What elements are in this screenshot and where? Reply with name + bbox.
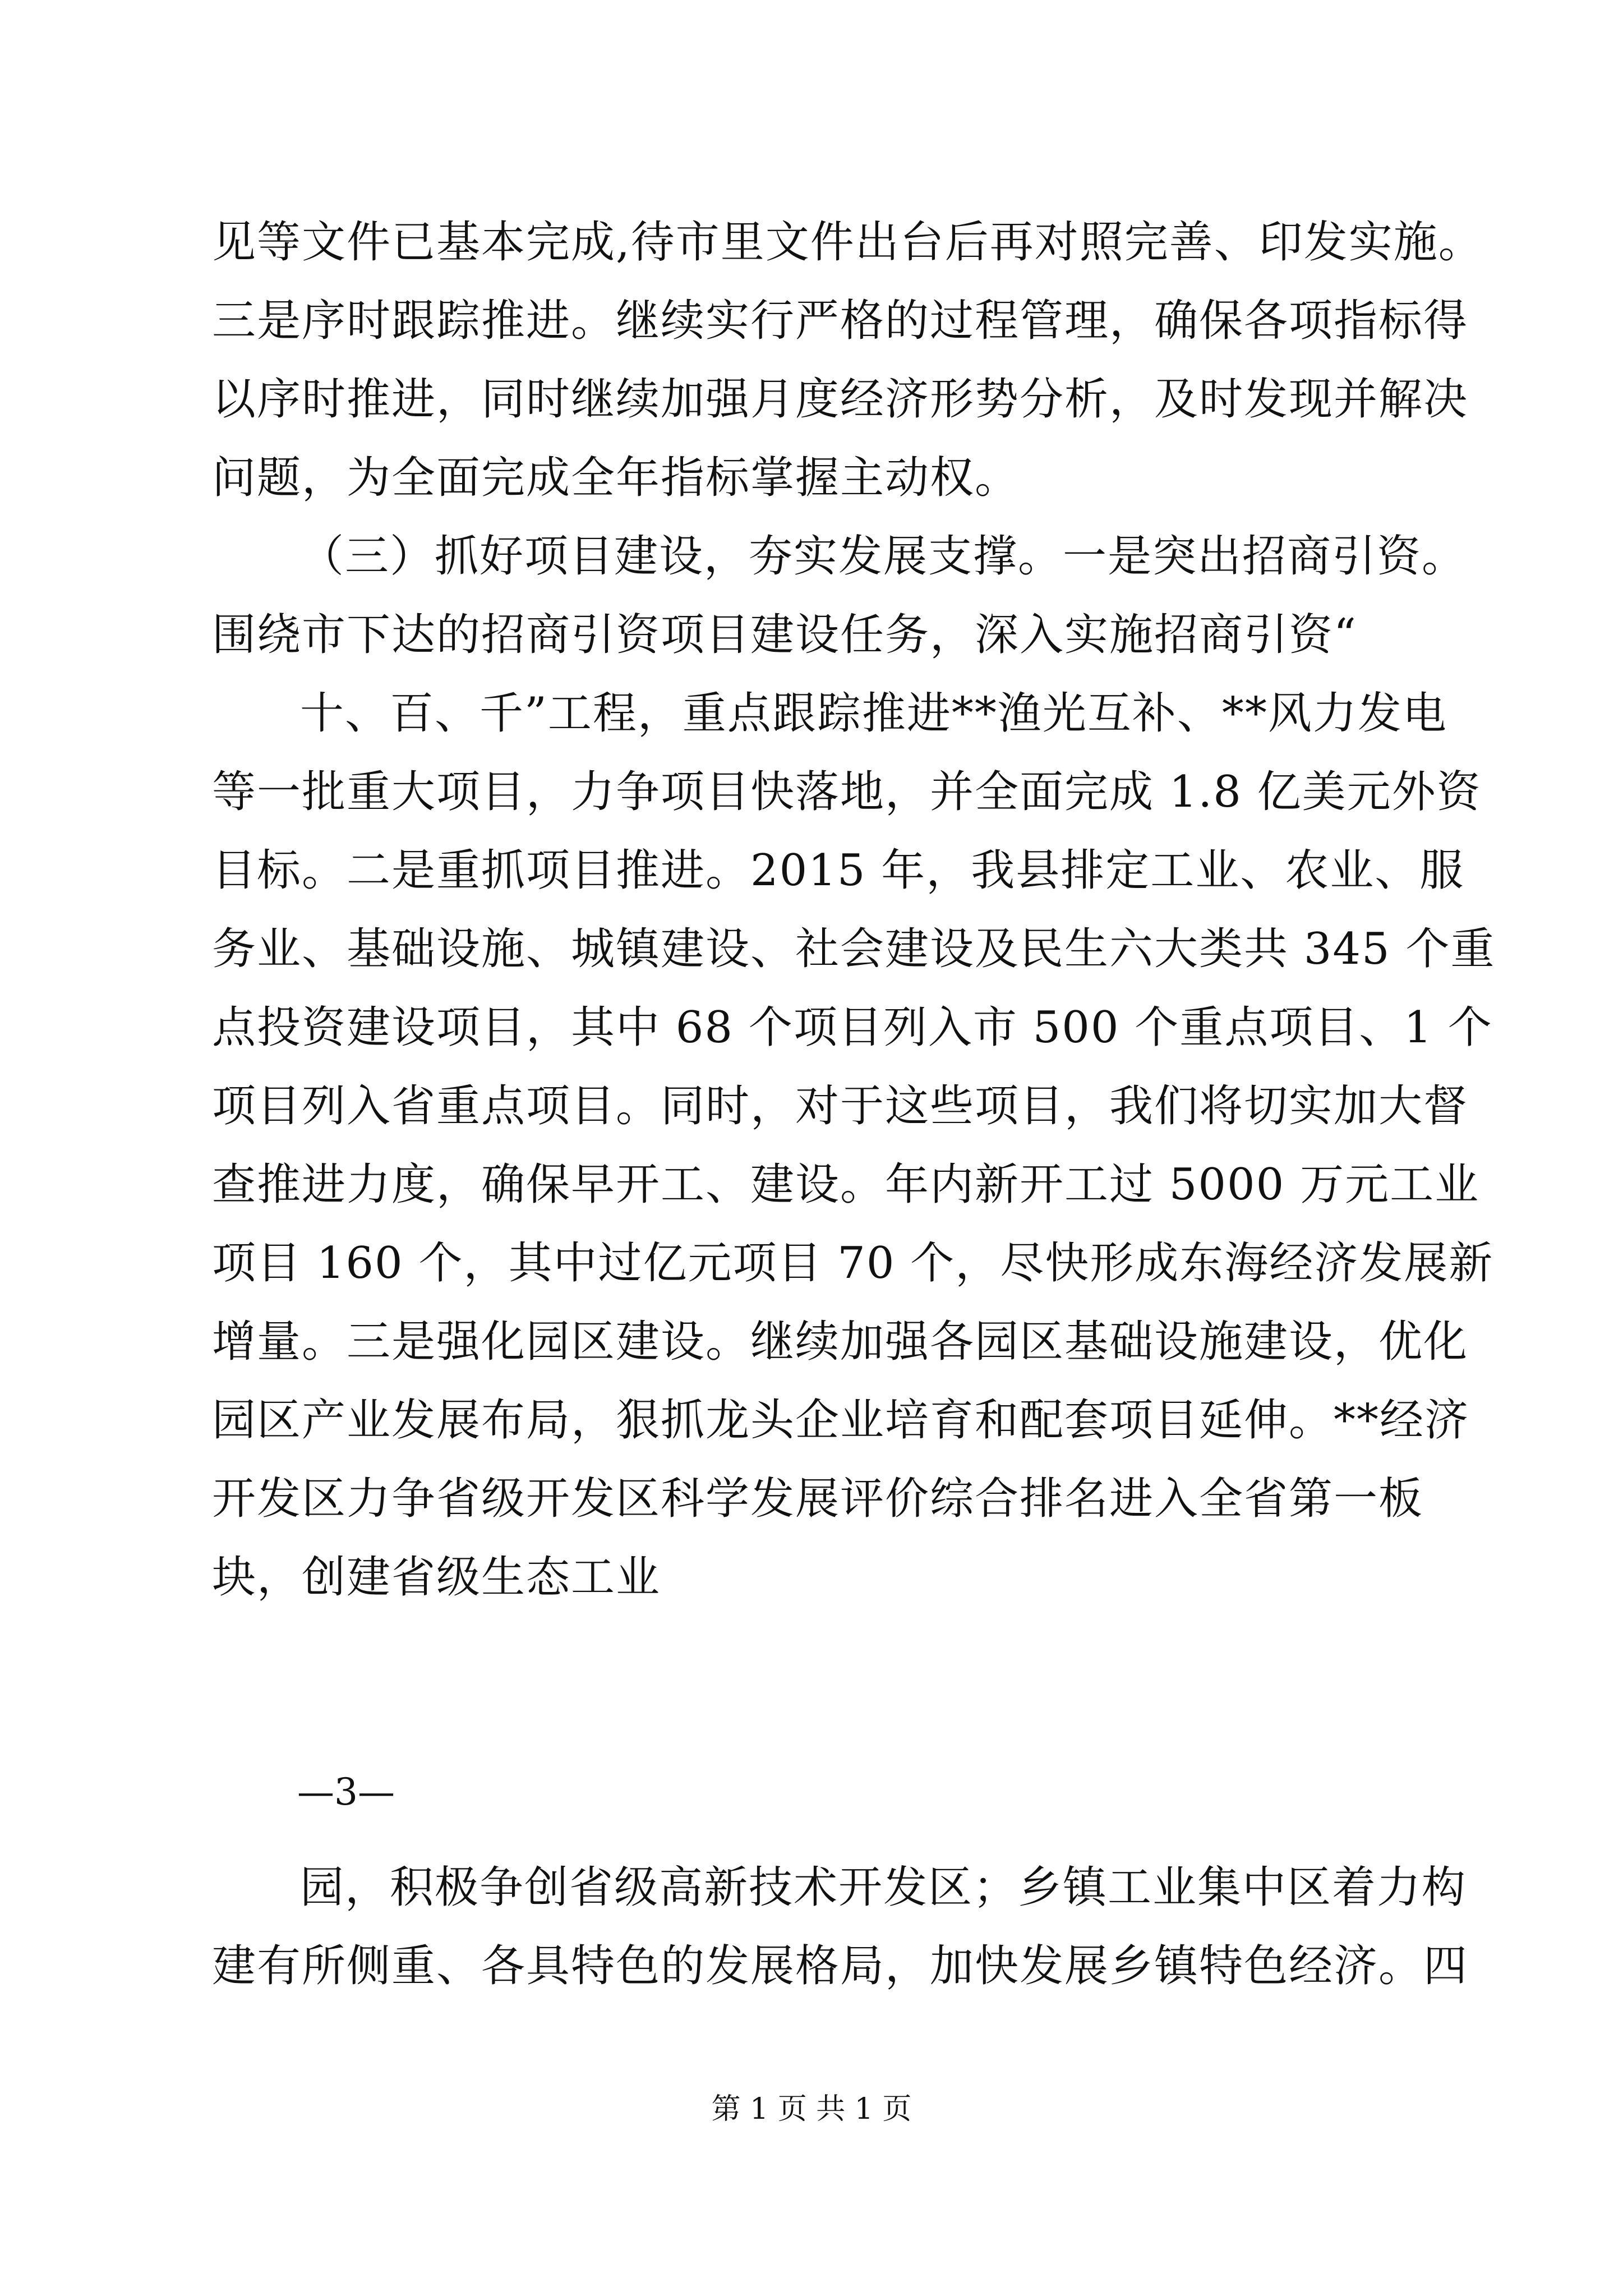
section-heading-line: （三）抓好项目建设，夯实发展支撑。一是突出招商引资。: [300, 531, 1467, 582]
body-line: 问题，为全面完成全年指标掌握主动权。: [212, 453, 1020, 503]
body-line: 见等文件已基本完成,待市里文件出台后再对照完善、印发实施。: [212, 217, 1483, 268]
body-line: 十、百、千”工程，重点跟踪推进**渔光互补、**风力发电: [300, 688, 1447, 739]
body-line: 开发区力争省级开发区科学发展评价综合排名进入全省第一板: [212, 1474, 1424, 1524]
body-line: 务业、基础设施、城镇建设、社会建设及民生六大类共 345 个重: [212, 924, 1496, 974]
body-line: 园，积极争创省级高新技术开发区；乡镇工业集中区着力构: [300, 1862, 1467, 1913]
body-line: 等一批重大项目，力争项目快落地，并全面完成 1.8 亿美元外资: [212, 767, 1482, 817]
page-number-mark: —3—: [297, 1770, 395, 1814]
body-line: 项目列入省重点项目。同时，对于这些项目，我们将切实加大督: [212, 1081, 1469, 1131]
body-line: 查推进力度，确保早开工、建设。年内新开工过 5000 万元工业: [212, 1159, 1480, 1210]
body-line: 项目 160 个，其中过亿元项目 70 个，尽快形成东海经济发展新: [212, 1238, 1494, 1289]
body-line: 以序时推进，同时继续加强月度经济形势分析，及时发现并解决: [212, 374, 1469, 425]
body-line: 点投资建设项目，其中 68 个项目列入市 500 个重点项目、1 个: [212, 1002, 1493, 1053]
body-line: 三是序时跟踪推进。继续实行严格的过程管理，确保各项指标得: [212, 296, 1469, 346]
body-line: 围绕市下达的招商引资项目建设任务，深入实施招商引资“: [212, 610, 1357, 660]
body-line: 增量。三是强化园区建设。继续加强各园区基础设施建设，优化: [212, 1317, 1469, 1367]
body-line: 园区产业发展布局，狠抓龙头企业培育和配套项目延伸。**经济: [212, 1395, 1470, 1446]
body-line: 建有所侧重、各具特色的发展格局，加快发展乡镇特色经济。四: [212, 1941, 1469, 1991]
body-line: 目标。二是重抓项目推进。2015 年，我县排定工业、农业、服: [212, 845, 1465, 896]
body-line: 块，创建省级生态工业: [212, 1552, 661, 1603]
page-footer: 第 1 页 共 1 页: [711, 2092, 912, 2126]
